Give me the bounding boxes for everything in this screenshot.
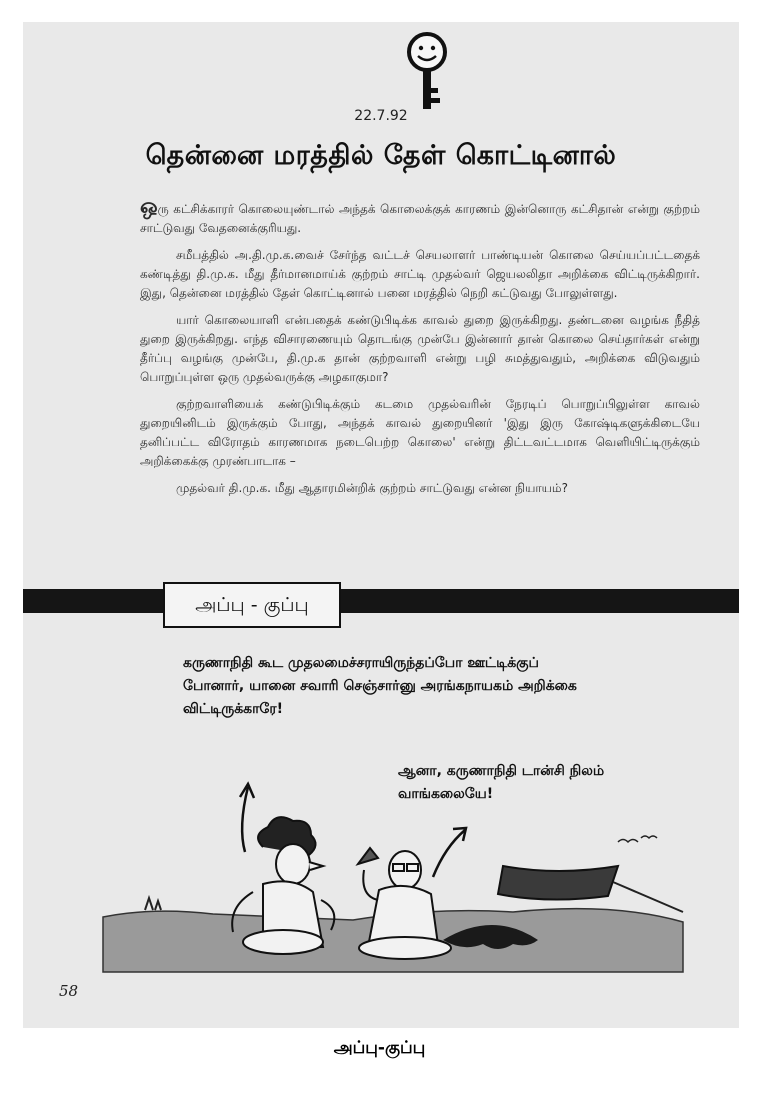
arrow-left: [242, 787, 248, 852]
paragraph-3: யார் கொலையாளி என்பதைக் கண்டுபிடிக்க காவல் துறை இருக்கிறது. தண்டனை வழங்க நீதித் துறை இருக்கிறது. எந்த விசாரணையும் தொடங்கு முன்பே இன்னார் தான் கொலை செய்தார்கள் என்று தீர்ப்பு வழங்கு முன்பே, தி.மு.க தான் குற்றவாளி என்று பழி சுமத்துவதும், அறிக்கை விடுவதும் பொறுப்புள்ள ஒரு முதல்வருக்கு அழகாகுமா?: [140, 313, 700, 384]
man-kuppu: [358, 848, 451, 959]
boat: [498, 866, 618, 900]
paragraph-2: சமீபத்தில் அ.தி.மு.க.வைச் சேர்ந்த வட்டச் செயலாளர் பாண்டியன் கொலை செய்யப்பட்டதைக் கண்டித்து தி.மு.க. மீது தீர்மானமாய்க் குற்றம் சாட்டி முதல்வர் ஜெயலலிதா அறிக்கை விட்டிருக்கிறார். இது, தென்னை மரத்தில் தேள் கொட்டினால் பனை மரத்தில் நெறி கட்டுவது போலுள்ளது.: [140, 248, 700, 300]
page-number: 58: [59, 982, 79, 1000]
article-title: தென்னை மரத்தில் தேள் கொட்டினால்: [145, 140, 617, 171]
comic-title: அப்பு - குப்பு: [163, 582, 341, 628]
article-date: 22.7.92: [354, 108, 408, 124]
article-body: [140, 194, 700, 506]
paragraph-5: முதல்வர் தி.மு.க. மீது ஆதாரமின்றிக் குற்றம் சாட்டுவது என்ன நியாயம்?: [176, 481, 568, 495]
key-icon: [405, 32, 449, 112]
speech-bubble-left: கருணாநிதி கூட முதலமைச்சராயிருந்தப்போ ஊட்டிக்குப் போனார், யானை சவாரி செஞ்சார்னு அரங்கநாயகம் அறிக்கை விட்டிருக்காரே!: [183, 655, 577, 717]
paragraph-1: ஒரு கட்சிக்காரர் கொலையுண்டால் அந்தக் கொலைக்குக் காரணம் இன்னொரு கட்சிதான் என்று குற்றம் சாட்டுவது வேதனைக்குரியது.: [140, 194, 700, 235]
comic-band: [23, 589, 739, 613]
dropcap: ஒ: [140, 194, 158, 218]
image-caption: அப்பு-குப்பு: [333, 1038, 426, 1058]
paragraph-4: குற்றவாளியைக் கண்டுபிடிக்கும் கடமை முதல்வரின் நேரடிப் பொறுப்பிலுள்ள காவல் துறையினிடம் இருக்கும் போது, அந்தக் காவல் துறையினர் 'இது இரு கோஷ்டிகளுக்கிடையே தனிப்பட்ட விரோதம் காரணமாக நடைபெற்ற கொலை' என்று திட்டவட்டமாக வெளியிட்டிருக்கும் அறிக்கைக்கு முரண்பாடாக –: [140, 397, 700, 468]
speech-bubble-right: ஆனா, கருணாநிதி டான்சி நிலம் வாங்கலையே!: [398, 763, 605, 802]
arrow-right: [433, 830, 465, 877]
cartoon-illustration: [93, 772, 693, 982]
magazine-page: [23, 22, 739, 1028]
